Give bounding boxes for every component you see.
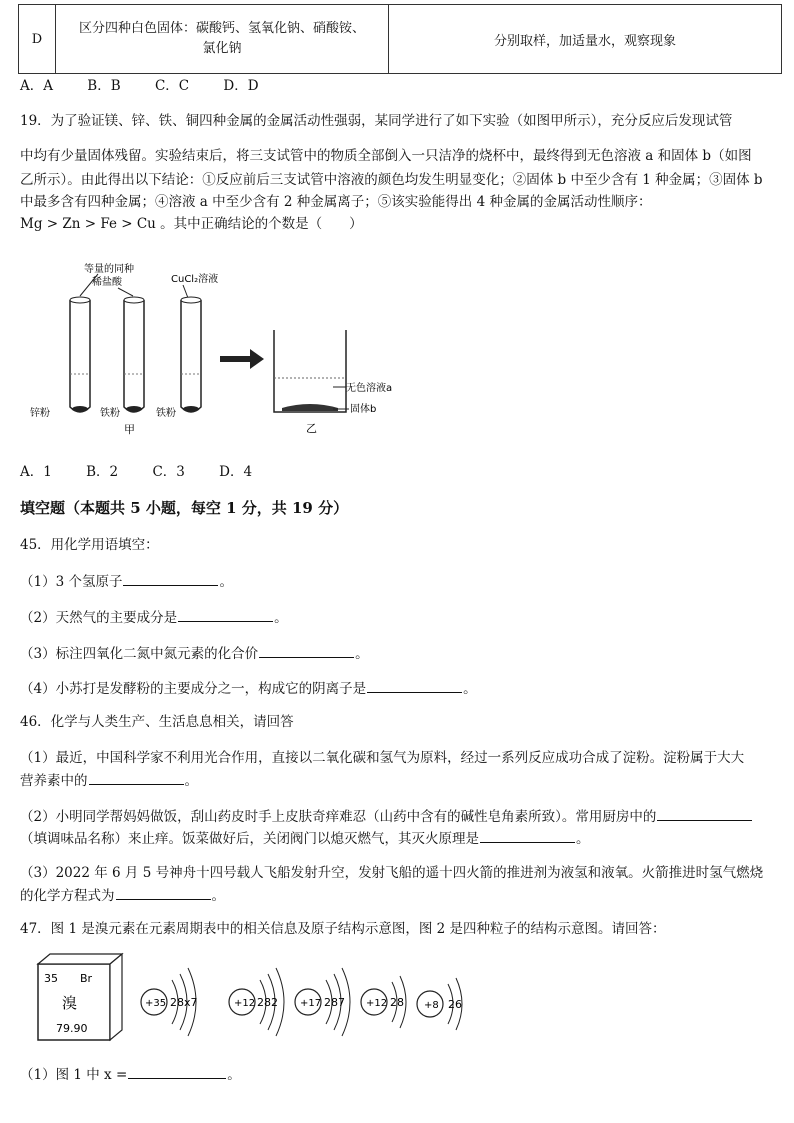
choice-a: A．A <box>20 78 53 94</box>
choice-b: B．B <box>87 78 121 94</box>
option-content-line2: 氯化钠 <box>202 41 242 56</box>
answer-blank[interactable] <box>116 885 211 900</box>
arrow-icon <box>220 349 264 369</box>
atom-diagram-2 <box>229 968 284 1036</box>
q46-p1-line1: （1）最近，中国科学家不利用光合作用，直接以二氧化碳和氢气为原料，经过一系列反应成功合成了淀粉。淀粉属于大大 <box>20 750 745 766</box>
q47-title: 47．图 1 是溴元素在元素周期表中的相关信息及原子结构示意图，图 2 是四种粒子的结构示意图。请回答： <box>20 921 666 937</box>
nucleus-label: +35 <box>145 998 167 1009</box>
q46-p3-line2: 的化学方程式为 。 <box>20 885 780 906</box>
answer-blank[interactable] <box>123 571 218 586</box>
tube3-label: 铁粉 <box>156 408 176 419</box>
option-letter: D <box>19 5 56 74</box>
q19-line2: 中均有少量固体残留。实验结束后，将三支试管中的物质全部倒入一只洁净的烧杯中，最终得到无色溶液 a 和固体 b（如图 <box>20 148 752 164</box>
q45-title: 45．用化学用语填空： <box>20 537 159 553</box>
label-yi: 乙 <box>306 422 317 435</box>
atom-diagram-3 <box>295 968 350 1036</box>
atom-diagram-4 <box>361 976 406 1028</box>
q19-line4: 中最多含有四种金属；④溶液 a 中至少含有 2 种金属离子；⑤该实验能得出 4 种金属的金属活动性顺序： <box>20 194 652 210</box>
cucl2-pointer-line <box>183 285 188 298</box>
atom-diagram-5 <box>417 978 462 1030</box>
label-cucl2: CuCl₂溶液 <box>171 274 219 285</box>
label-acid-2: 稀盐酸 <box>92 277 122 288</box>
tube2-label: 铁粉 <box>100 408 120 419</box>
q19-line3: 乙所示）。由此得出以下结论：①反应前后三支试管中溶液的颜色均发生明显变化；②固体 b 中至少含有 1 种金属；③固体 b <box>20 172 763 188</box>
shell-label: 282 <box>257 996 278 1009</box>
answer-blank[interactable] <box>657 806 752 821</box>
nucleus-label: +12 <box>366 998 388 1009</box>
q46-p1-line2: 营养素中的 。 <box>20 770 780 791</box>
shell-label: 26 <box>448 998 462 1011</box>
section-title: 填空题（本题共 5 小题，每空 1 分，共 19 分） <box>20 499 349 517</box>
q19-line1: 19．为了验证镁、锌、铁、铜四种金属的金属活动性强弱，某同学进行了如下实验（如图甲所示），充分反应后发现试管 <box>20 113 733 129</box>
test-tube-2 <box>124 297 144 412</box>
q19-line5: Mg > Zn > Fe > Cu 。其中正确结论的个数是（ ） <box>20 216 363 232</box>
beaker <box>274 330 346 412</box>
choice-d: D．4 <box>219 464 253 480</box>
element-card <box>38 954 122 1040</box>
q46-title: 46．化学与人类生产、生活息息相关，请回答 <box>20 714 294 730</box>
choice-b: B．2 <box>86 464 119 480</box>
q45-item1: （1）3 个氢原子 。 <box>20 571 780 592</box>
answer-blank[interactable] <box>128 1064 226 1079</box>
q47-figure <box>28 950 488 1050</box>
answer-blank[interactable] <box>367 678 462 693</box>
choices-18 <box>20 76 780 96</box>
choices-19 <box>20 462 780 482</box>
option-content <box>56 5 389 74</box>
shell-label: 28x7 <box>170 996 198 1009</box>
element-name: 溴 <box>62 994 78 1012</box>
label-solid-b: 固体b <box>350 404 377 415</box>
answer-blank[interactable] <box>89 770 184 785</box>
test-tube-3 <box>181 297 201 412</box>
option-content-line1: 区分四种白色固体：碳酸钙、氢氧化钠、硝酸铵、 <box>78 21 365 36</box>
choice-c: C．C <box>154 78 190 94</box>
choice-c: C．3 <box>152 464 185 480</box>
tube1-label: 锌粉 <box>30 408 50 419</box>
answer-blank[interactable] <box>259 643 354 658</box>
choice-d: D．D <box>223 78 259 94</box>
shell-label: 28 <box>390 996 404 1009</box>
test-tube-1 <box>70 297 90 412</box>
q45-item3: （3）标注四氧化二氮中氮元素的化合价 。 <box>20 643 780 664</box>
nucleus-label: +8 <box>424 1000 439 1011</box>
element-symbol: Br <box>80 972 93 985</box>
q19-figure <box>28 252 428 442</box>
answer-blank[interactable] <box>480 828 575 843</box>
answer-blank[interactable] <box>178 607 273 622</box>
option-method: 分别取样，加适量水，观察现象 <box>389 5 782 74</box>
label-jia: 甲 <box>124 423 135 436</box>
element-mass: 79.90 <box>56 1022 88 1035</box>
q47-item1: （1）图 1 中 x = 。 <box>20 1064 780 1085</box>
q46-p2-line2: （填调味品名称）来止痒。饭菜做好后，关闭阀门以熄灭燃气，其灭火原理是 。 <box>20 828 780 849</box>
q46-p3-line1: （3）2022 年 6 月 5 号神舟十四号载人飞船发射升空，发射飞船的遥十四火箭的推进剂为液氢和液氧。火箭推进时氢气燃烧 <box>20 865 764 881</box>
q45-item4: （4）小苏打是发酵粉的主要成分之一，构成它的阴离子是 。 <box>20 678 780 699</box>
label-acid-1: 等量的同种 <box>84 264 134 275</box>
q45-item2: （2）天然气的主要成分是 。 <box>20 607 780 628</box>
q46-p2-line1: （2）小明同学帮妈妈做饭，刮山药皮时手上皮肤奇痒难忍（山药中含有的碱性皂角素所致）。常用厨房中的 <box>20 806 780 827</box>
nucleus-label: +17 <box>300 998 322 1009</box>
choice-a: A．1 <box>20 464 52 480</box>
options-table <box>18 4 782 74</box>
atom-diagram-1 <box>141 968 198 1036</box>
table-row <box>19 5 782 74</box>
element-number: 35 <box>44 972 58 985</box>
shell-label: 287 <box>324 996 345 1009</box>
label-solution-a: 无色溶液a <box>346 383 393 394</box>
nucleus-label: +12 <box>234 998 256 1009</box>
